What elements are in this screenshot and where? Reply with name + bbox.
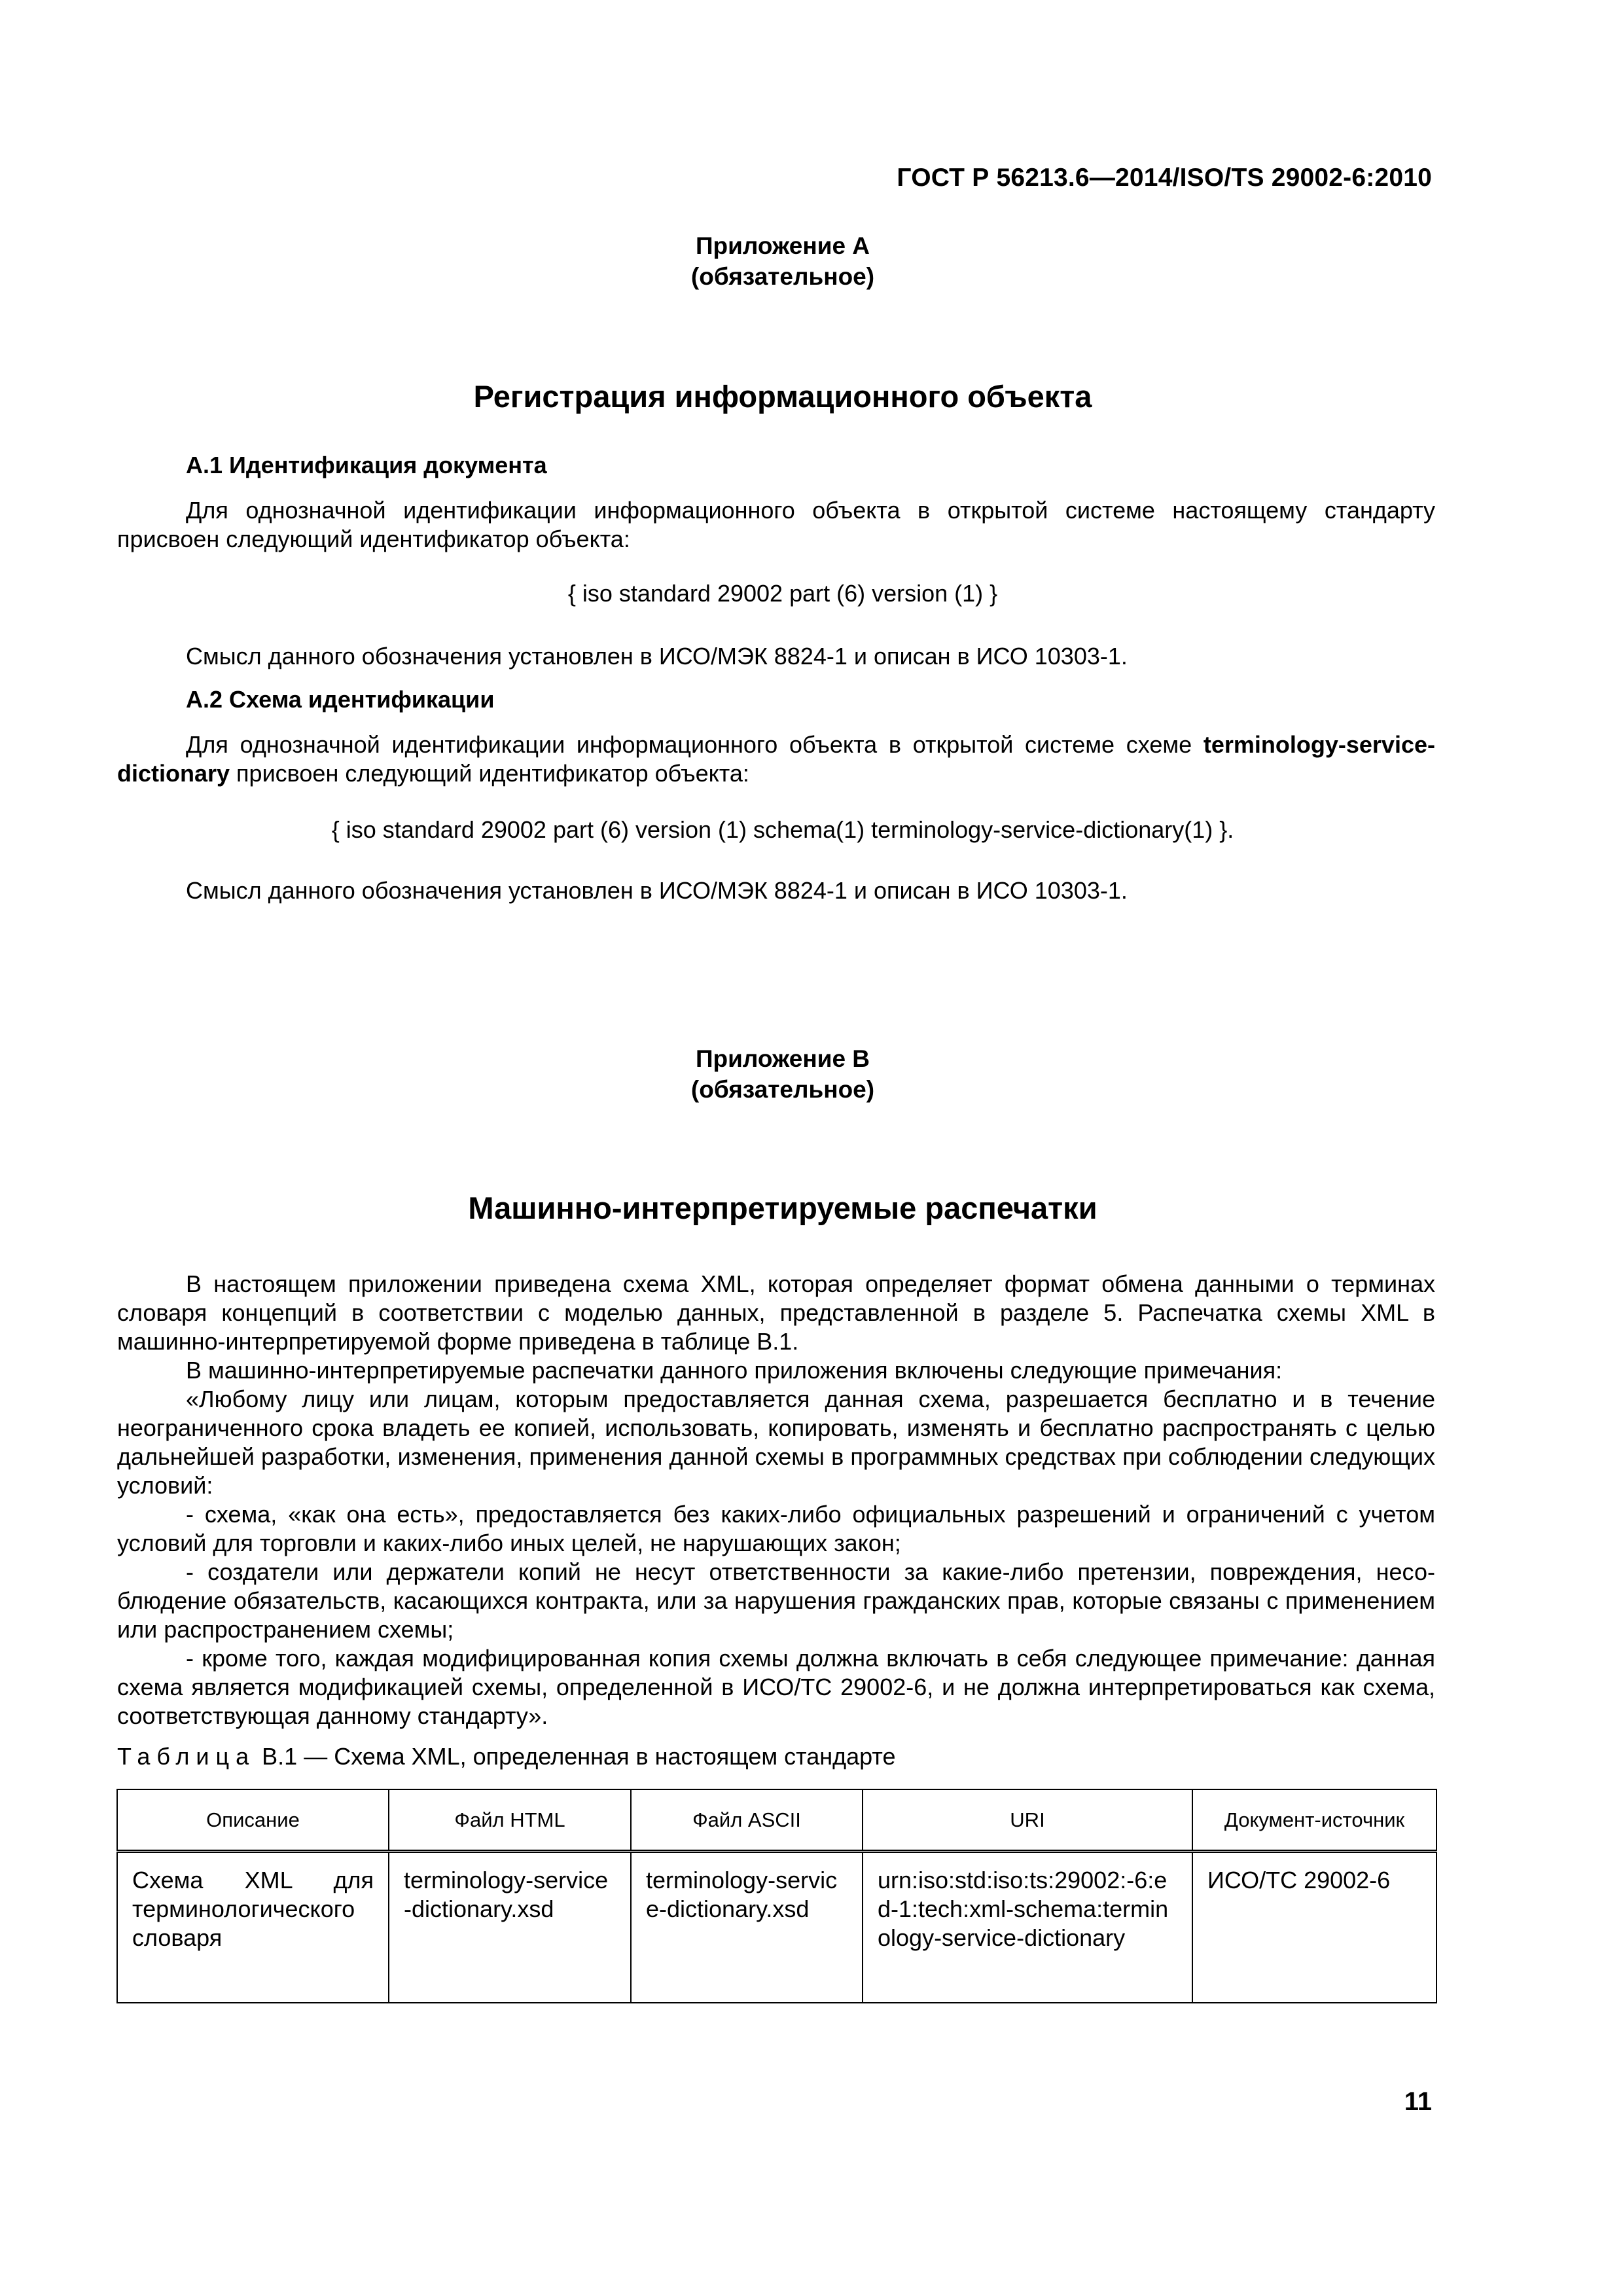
column-header: Файл HTML (389, 1789, 631, 1852)
table-caption (117, 1743, 895, 1770)
appendix-a-label: Приложение А (695, 232, 870, 259)
section-a2-meaning: Смысл данного обозначения установлен в ИСО/МЭК 8824-1 и описан в ИСО 10303-1. (186, 877, 1128, 904)
column-header: Файл ASCII (631, 1789, 863, 1852)
appendix-b-title: Машинно-интерпретируемые распечатки (468, 1191, 1097, 1225)
section-a1-heading: А.1 Идентификация документа (186, 452, 547, 478)
appendix-b-paragraph: - схема, «как она есть», предоставляется без каких-либо официальных разрешений и ограничений с учетом условий для торговли и каких-либо иных целей, не нарушающих закон; (117, 1501, 1435, 1556)
cell-html-file: terminology-service-dictionary.xsd (389, 1852, 631, 2003)
section-a2-heading: А.2 Схема идентификации (186, 686, 495, 713)
cell-uri: urn:iso:std:iso:ts:29002:-6:ed-1:tech:xml-schema:terminology-service-dictionary (863, 1852, 1192, 2003)
table-caption-label: Таблица (117, 1743, 256, 1770)
table-header-row (117, 1789, 1436, 1852)
appendix-b-paragraph: - создатели или держатели копий не несут ответственности за какие-либо претензии, повреждения, несоблюдение обязательств, касающихся контракта, или за нарушения гражданских прав, которые связаны с применением или распространением схемы; (117, 1558, 1435, 1643)
section-a2-text-start: Для однозначной идентификации информационного объекта в открытой системе схеме (186, 731, 1204, 758)
appendix-b-status: (обязательное) (690, 1076, 875, 1103)
appendix-a-heading (0, 230, 1565, 292)
column-header: Документ-источник (1192, 1789, 1436, 1852)
table-row (117, 1852, 1436, 2003)
appendix-a-status: (обязательное) (690, 263, 875, 290)
section-a2-identifier: { iso standard 29002 part (6) version (1) schema(1) terminology-service-dictionary(1) }. (331, 816, 1234, 843)
appendix-b-paragraph: «Любому лицу или лицам, которым предоставляется данная схема, разрешается бесплатно и в течение неограниченного срока владеть ее копией, использовать, копировать, изменять и бесплатно распространять с целью дальнейшей разработки, изменения, применения данной схемы в программных средствах при соблюдении следующих условий: (117, 1386, 1435, 1499)
appendix-b-paragraph: - кроме того, каждая модифицированная копия схемы должна включать в себя следующее примечание: данная схема является модификацией схемы, определенной в ИСО/ТС 29002-6, и не должна интерпретироваться как схема, соответствующая данному стандарту». (117, 1645, 1435, 1729)
section-a1-text: Для однозначной идентификации информационного объекта в открытой системе настоящему стандарту присвоен следующий идентификатор объекта: (117, 497, 1435, 552)
column-header: URI (863, 1789, 1192, 1852)
appendix-b-paragraph: В машинно-интерпретируемые распечатки данного приложения включены следующие примечания: (186, 1357, 1283, 1384)
cell-description: Схема XML для терминологического словаря (117, 1852, 389, 2003)
appendix-b-heading (0, 1043, 1565, 1105)
document-id-header: ГОСТ Р 56213.6—2014/ISO/TS 29002-6:2010 (897, 164, 1432, 192)
appendix-a-title: Регистрация информационного объекта (473, 379, 1092, 414)
appendix-b-paragraph: В настоящем приложении приведена схема XML, которая определяет формат обмена данными о терминах словаря концепций в соответствии с моделью данных, представленной в разделе 5. Распечатка схемы XML в машинно-интерпретируемой форме приведена в таблице В.1. (117, 1270, 1435, 1355)
page-number: 11 (1404, 2087, 1432, 2116)
section-a2-text-end: присвоен следующий идентификатор объекта: (230, 760, 749, 787)
appendix-b-label: Приложение В (695, 1045, 870, 1072)
cell-source-document: ИСО/ТС 29002-6 (1192, 1852, 1436, 2003)
section-a1-meaning: Смысл данного обозначения установлен в ИСО/МЭК 8824-1 и описан в ИСО 10303-1. (186, 643, 1128, 670)
section-a2-text (117, 730, 1435, 788)
table-caption-text: В.1 — Схема XML, определенная в настоящем стандарте (255, 1743, 896, 1770)
xml-schema-table (116, 1789, 1437, 2003)
schema-name: terminology-service-dictionary (117, 731, 1435, 787)
cell-ascii-file: terminology-service-dictionary.xsd (631, 1852, 863, 2003)
column-header: Описание (117, 1789, 389, 1852)
section-a1-identifier: { iso standard 29002 part (6) version (1) } (567, 580, 998, 607)
